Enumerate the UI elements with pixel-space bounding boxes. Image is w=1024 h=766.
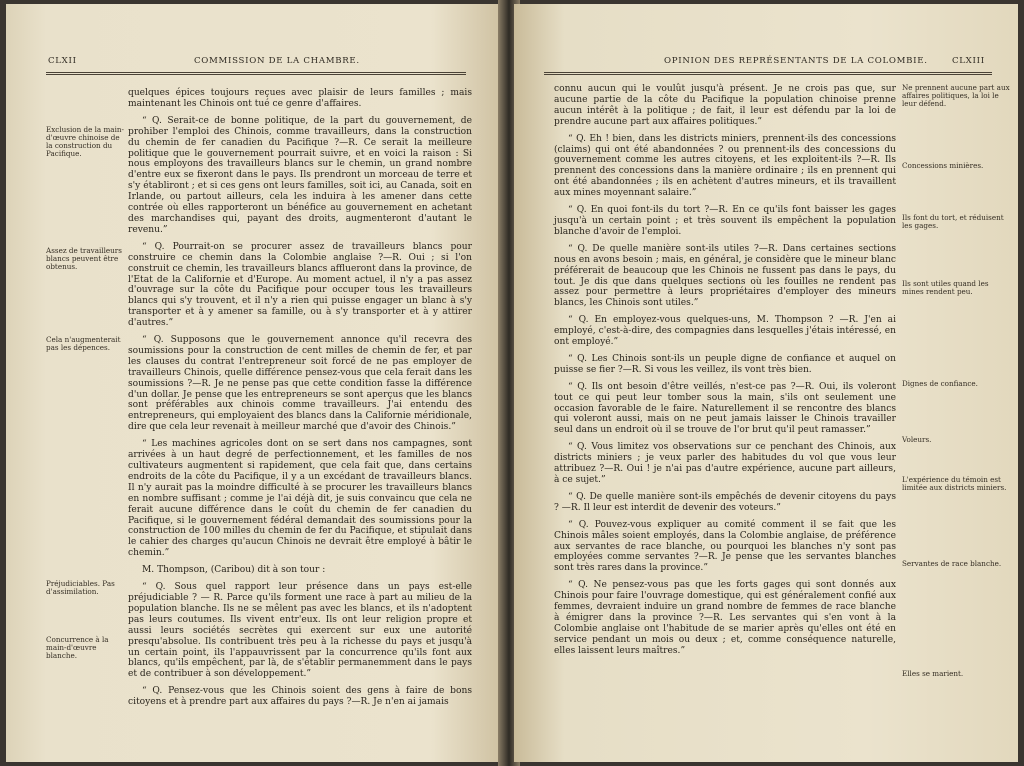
paragraph: “ Q. Pensez-vous que les Chinois soient des gens à faire de bons citoyens et à prendre part aux affaires du pays ?—R. Je n'en ai jamais xyxy=(128,686,472,708)
paragraph: “ Q. En quoi font-ils du tort ?—R. En ce qu'ils font baisser les gages jusqu'à un certain point ; et très souvent ils empêchent la population blanche d'avoir de l'emploi. xyxy=(554,205,896,237)
body-text-right xyxy=(554,84,896,663)
margin-note: Assez de travailleurs blancs peuvent être obtenus. xyxy=(46,246,122,272)
header-rule-left xyxy=(46,72,466,75)
paragraph: “ Q. Pouvez-vous expliquer au comité comment il se fait que les Chinois mâles soient employés, dans la Colombie anglaise, de préférence aux servantes de race blanche, ou pourquoi les blanches n'y sont pas employées comme servantes ?—R. Je pense que les servantes blanches sont très rares dans la province.” xyxy=(554,519,896,574)
margin-note: Concessions minières. xyxy=(902,161,984,170)
paragraph: “ Q. Sous quel rapport leur présence dans un pays est-elle préjudiciable ? — R. Parce qu'ils forment une race à part au milieu de la population blanche. Ils ne se mêlent pas avec les blancs, et ils n'adoptent pas leurs coutumes. Ils vivent entr'eux. Ils ont leur religion propre et aussi leurs sociétés secrètes qui exercent sur eux une autorité presqu'absolue. Ils contribuent très peu à la richesse du pays et jusqu'à un certain point, ils l'appauvrissent par la concurrence qu'ils font aux blancs, qu'ils empêchent, par là, de s'établir permanemment dans le pays et de contribuer à son développement.” xyxy=(128,582,472,680)
margin-note: Servantes de race blanche. xyxy=(902,559,1002,568)
paragraph: “ Q. Pourrait-on se procurer assez de travailleurs blancs pour construire ce chemin dans la Colombie anglaise ?—R. Oui ; si l'on construit ce chemin, les travailleurs blancs afflueront dans la province, de l'Etat de la Californie et d'Europe. Au moment actuel, il n'y a pas assez d'ouvrage sur la côte du Pacifique pour occuper tous les travailleurs blancs qui s'y trouvent, et il n'y a rien qui puisse engager un blanc à s'y transporter et à y amener sa famille, ou à s'y transporter et à y attirer d'autres.” xyxy=(128,241,472,329)
paragraph: “ Les machines agricoles dont on se sert dans nos campagnes, sont arrivées à un haut degré de perfectionnement, et les familles de nos cultivateurs augmentent si rapidement, que cela fait que, dans certains endroits de la côte du Pacifique, il y a un excédant de travailleurs blancs. Il n'y aurait pas la moindre difficulté à se procurer les travailleurs blancs en nombre suffisant ; comme je l'ai déjà dit, je suis convaincu que cela ne ferait aucune différence dans le coût du chemin de fer canadien du Pacifique, si le gouvernement fédéral demandait des soumissions pour la construction de 100 milles du chemin de fer du Pacifique, et stipulait dans le cahier des charges qu'aucun Chinois ne devrait être employé à bâtir le chemin.” xyxy=(128,439,472,559)
paragraph: “ Q. Serait-ce de bonne politique, de la part du gouvernement, de prohiber l'emploi des Chinois, comme travailleurs, dans la construction du chemin de fer canadien du Pacifique ?—R. Ce serait la meilleure politique que le gouvernement pourrait suivre, et en voici la raison : Si nous employons des travailleurs blancs sur le chemin, un grand nombre d'entre eux se fixeront dans le pays. Ils prendront un morceau de terre et s'y établiront ; et si ces gens ont leurs familles, soit ici, au Canada, soit en Irlande, ou partout ailleurs, cela les induira à les amener dans cette contrée où elles rapporteront un bénéfice au gouvernement en achetant des marchandises qui, payant des droits, augmenteront d'autant le revenu.” xyxy=(128,115,472,235)
paragraph: “ Q. En employez-vous quelques-uns, M. Thompson ? —R. J'en ai employé, c'est-à-dire, des compagnies dans lesquelles j'étais intéressé, en ont employé.” xyxy=(554,315,896,348)
page-number-left: CLXII xyxy=(48,56,77,66)
left-page xyxy=(6,4,506,762)
body-text-left xyxy=(128,88,472,714)
running-head-left: COMMISSION DE LA CHAMBRE. xyxy=(194,56,360,66)
paragraph: “ Q. Ils ont besoin d'être veillés, n'est-ce pas ?—R. Oui, ils voleront tout ce qui peut leur tomber sous la main, s'ils ont seulement une occasion favorable de le faire. Naturellement il se rencontre des blancs qui voleront aussi, mais on ne peut jamais laisser le Chinois travailler seul dans un endroit où il se trouve de l'or brut qu'il peut ramasser.” xyxy=(554,381,896,436)
paragraph: quelques épices toujours reçues avec plaisir de leurs familles ; mais maintenant les Chinois ont tué ce genre d'affaires. xyxy=(128,88,472,109)
paragraph: “ Q. Supposons que le gouvernement annonce qu'il recevra des soumissions pour la construction de cent milles de chemin de fer, et par les clauses du contrat l'entrepreneur soit forcé de ne pas employer de travailleurs Chinois, quelle différence pensez-vous que cela ferait dans les soumissions ?—R. Je ne pense pas que cette condition fasse la différence d'un dollar. Je pense que les entrepreneurs se sont aperçus que les blancs sont préférables aux chinois comme travailleurs. J'ai entendu des entrepreneurs, qui employaient des blancs dans la Californie méridionale, dire que cela leur revenait à meilleur marché que d'avoir des Chinois.” xyxy=(128,335,472,433)
margin-note: Voleurs. xyxy=(902,435,932,444)
paragraph: “ Q. Vous limitez vos observations sur ce penchant des Chinois, aux districts miniers ; je veux parler des habitudes du vol que vous leur attribuez ?—R. Oui ! je n'ai pas d'autre expérience, aucune part ailleurs, à ce sujet.” xyxy=(554,442,896,485)
paragraph: M. Thompson, (Caribou) dit à son tour : xyxy=(142,565,326,576)
paragraph: “ Q. De quelle manière sont-ils utiles ?—R. Dans certaines sections nous en avons besoin ; mais, en général, je considère que le mineur blanc préférerait de beaucoup que les Chinois ne fussent pas dans le pays, du tout. Je dis que dans quelques sections où les fouilles ne rendent pas assez pour permettre à leurs propriétaires d'employer des mineurs blancs, les Chinois sont utiles.” xyxy=(554,243,896,309)
margin-note: Dignes de confiance. xyxy=(902,379,978,388)
page-number-right: CLXIII xyxy=(952,56,985,66)
paragraph: “ Q. Ne pensez-vous pas que les forts gages qui sont donnés aux Chinois pour faire l'ouvrage domestique, qui est généralement confié aux femmes, devraient induire un grand nombre de femmes de race blanche à émigrer dans la province ?—R. Les servantes qui s'en vont à la Colombie anglaise ont l'habitude de se marier après qu'elles ont été en service pendant un mois ou deux ; et, comme conséquence naturelle, elles laissent leurs maîtres.” xyxy=(554,580,896,656)
margin-note: Ils font du tort, et réduisent les gages. xyxy=(902,213,1004,231)
right-page xyxy=(514,4,1018,762)
margin-note: Ne prennent aucune part aux affaires politiques, la loi le leur défend. xyxy=(902,83,1010,109)
running-head-right: OPINION DES REPRÉSENTANTS DE LA COLOMBIE. xyxy=(664,56,928,66)
margin-note: Elles se marient. xyxy=(902,669,964,678)
margin-note: Ils sont utiles quand les mines rendent peu. xyxy=(902,279,989,297)
paragraph: “ Q. Les Chinois sont-ils un peuple digne de confiance et auquel on puisse se fier ?—R. Si vous les veillez, ils vont très bien. xyxy=(554,353,896,375)
paragraph: connu aucun qui le voulût jusqu'à présent. Je ne crois pas que, sur aucune partie de la côte du Pacifique la population chinoise prenne aucun intérêt à la politique ; de fait, il leur est défendu par la loi de prendre aucune part aux affaires politiques.” xyxy=(554,84,896,127)
margin-note: Cela n'augmenterait pas les dépences. xyxy=(46,335,121,353)
margin-note: Préjudiciables. Pas d'assimilation. xyxy=(46,579,115,597)
margin-note: L'expérience du témoin est limitée aux districts miniers. xyxy=(902,475,1007,493)
margin-note: Exclusion de la main-d'œuvre chinoise de la construction du Pacifique. xyxy=(46,125,124,159)
header-rule-right xyxy=(544,72,992,75)
margin-note: Concurrence à la main-d'œuvre blanche. xyxy=(46,635,109,661)
paragraph: “ Q. De quelle manière sont-ils empêchés de devenir citoyens du pays ? —R. Il leur est interdit de devenir des voteurs.” xyxy=(554,491,896,513)
paragraph: “ Q. Eh ! bien, dans les districts miniers, prennent-ils des concessions (claims) qui ont été abandonnées ? ou prennent-ils des concessions du gouvernement comme les autres citoyens, et les exploitent-ils ?—R. Ils prennent des concessions dans la manière ordinaire ; ils en prennent qui ont été abandonnées ; ils en achètent d'autres mineurs, et ils travaillent aux mines moyennant salaire.” xyxy=(554,133,896,199)
